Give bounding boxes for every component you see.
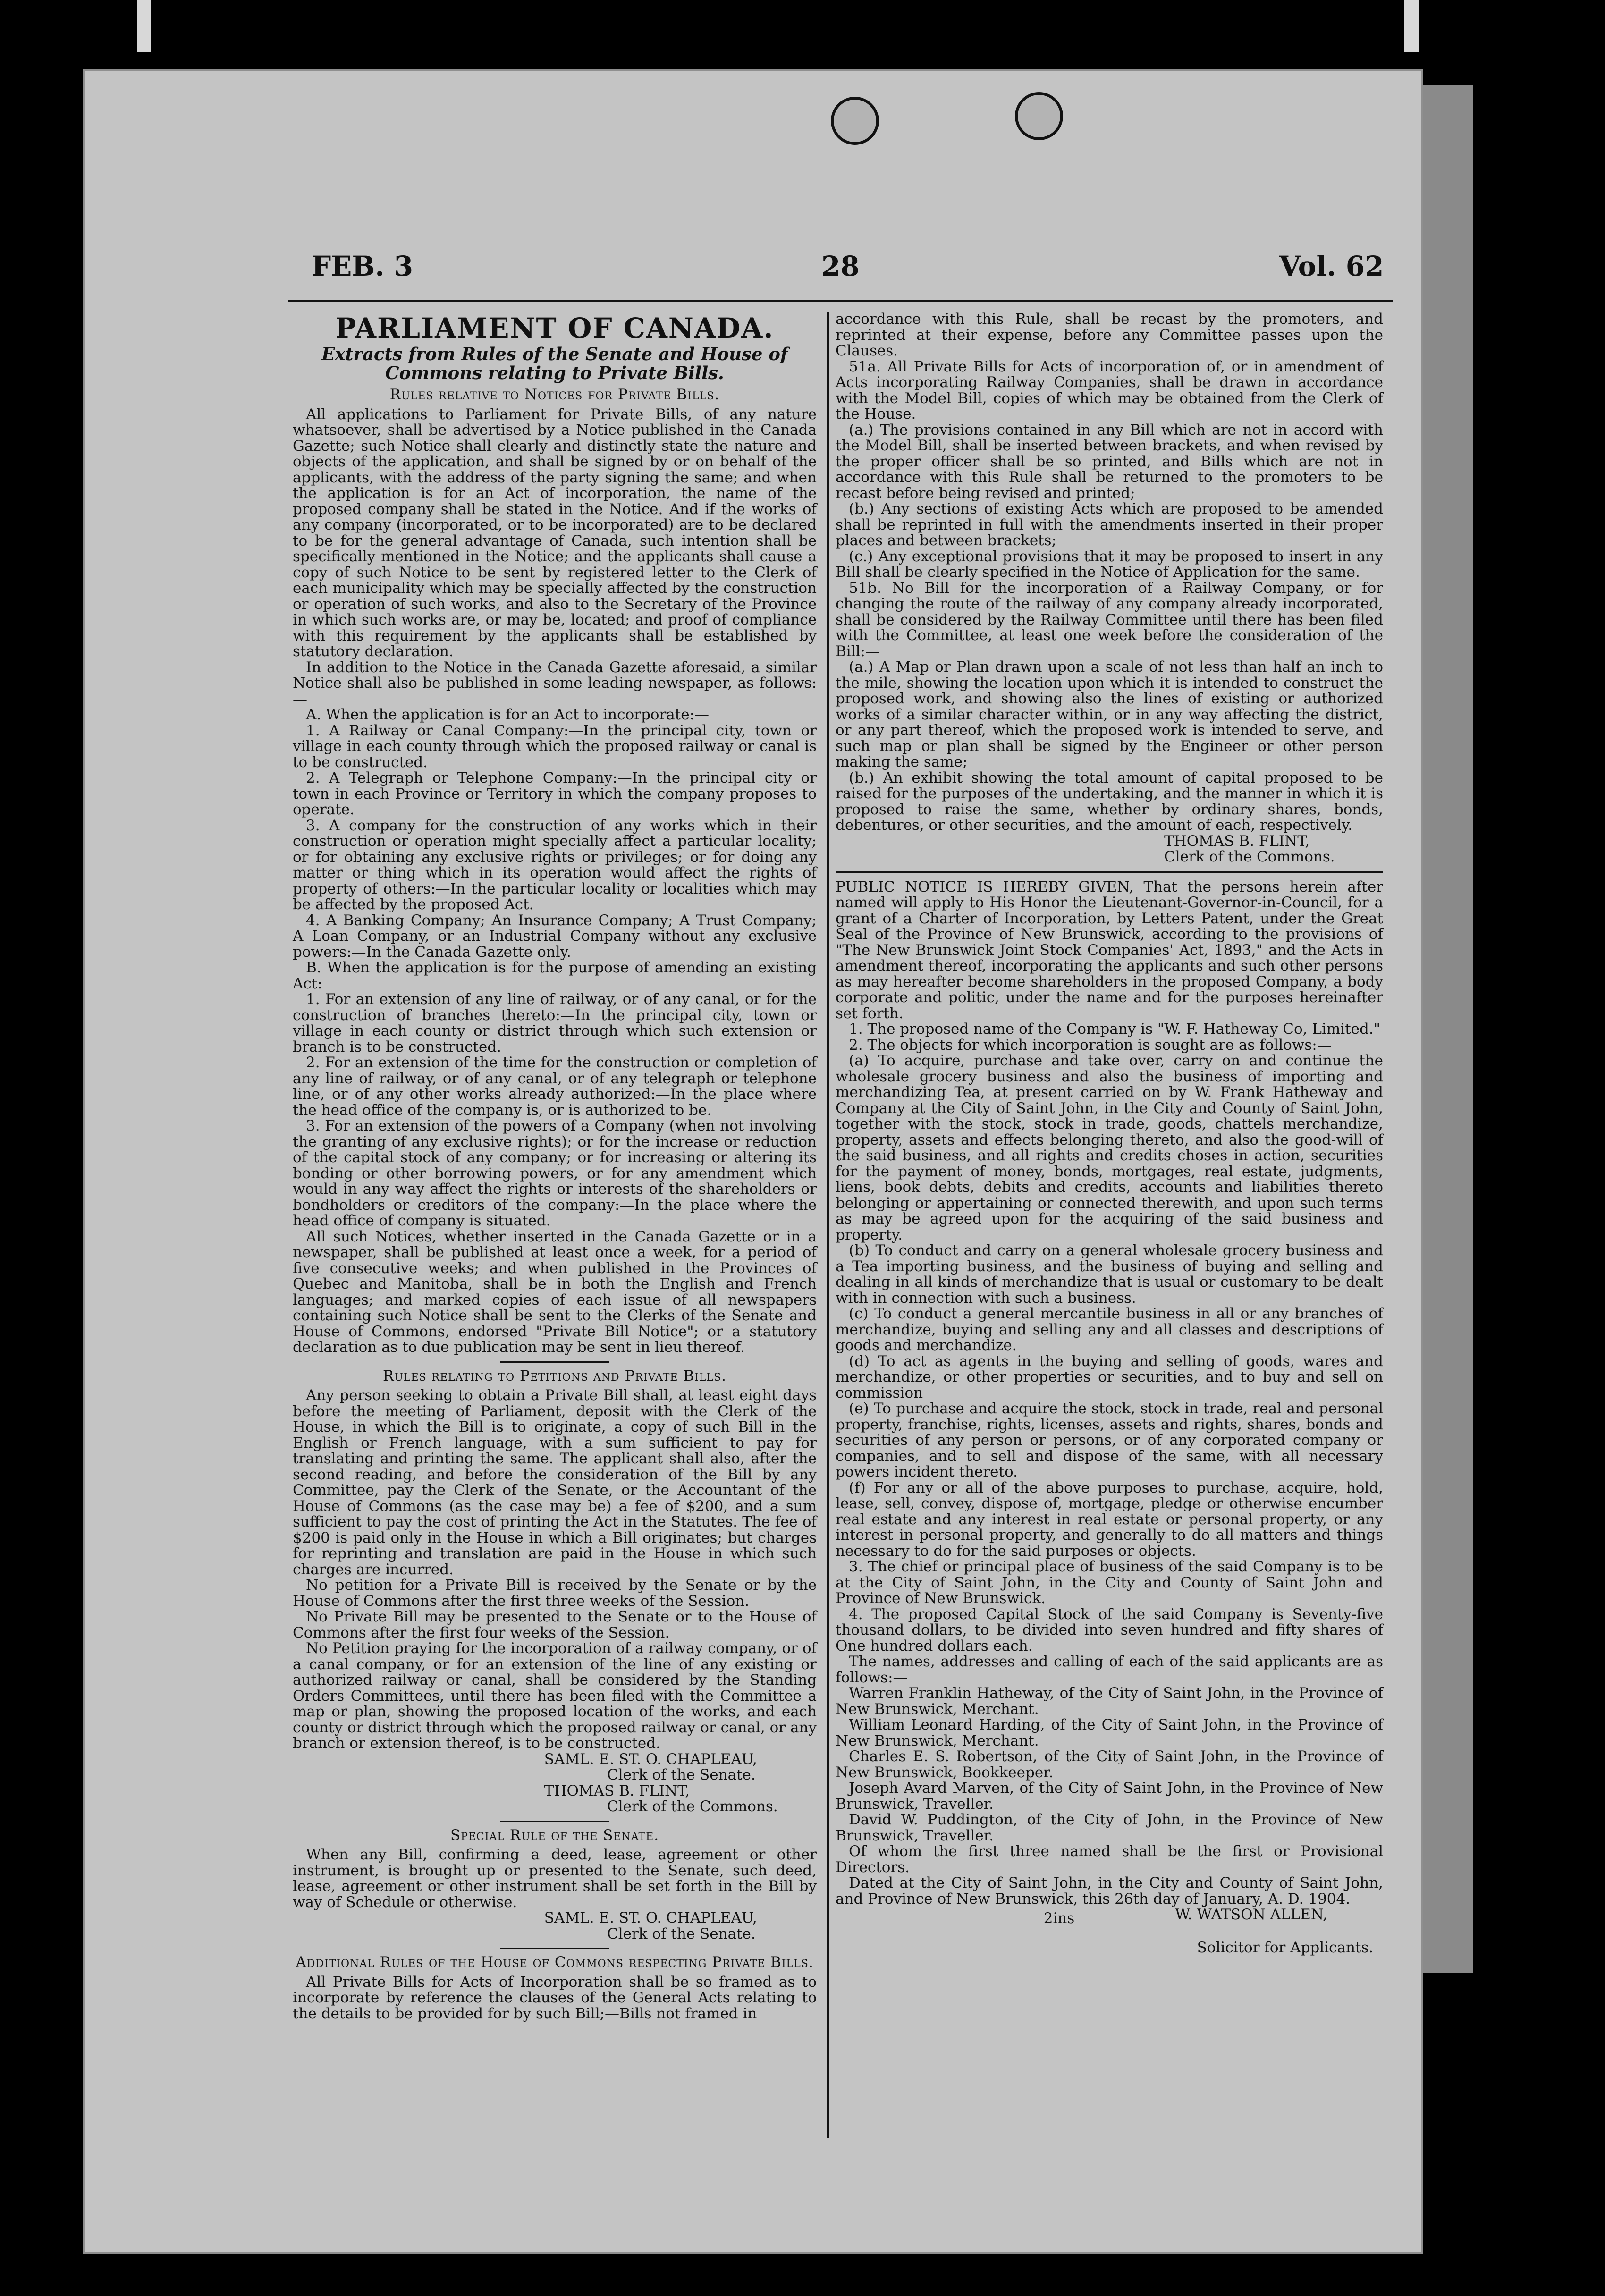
- index-tab: [1404, 0, 1419, 52]
- paragraph: In addition to the Notice in the Canada Gazette aforesaid, a similar Notice shall also be published in some leading newspaper, as follows:—: [293, 658, 817, 708]
- header-rule: [288, 300, 1393, 302]
- signature-name: THOMAS B. FLINT,: [544, 1782, 690, 1799]
- left-column: [293, 312, 817, 2022]
- page-header: [227, 250, 1393, 288]
- divider: [500, 1821, 609, 1822]
- paragraph: (b.) Any sections of existing Acts which are proposed to be amended shall be reprinted in full with the amendments inserted in their proper places and between brackets;: [836, 500, 1383, 549]
- paragraph: 2. For an extension of the time for the construction or completion of any line of railway, or of any canal, or of any telegraph or telephone line, or of any other works already authorized:—In the place where the head office of the company is, or is authorized to be.: [293, 1054, 817, 1119]
- paragraph: 1. The proposed name of the Company is "W. F. Hatheway Co, Limited.": [849, 1021, 1380, 1038]
- paragraph: No Private Bill may be presented to the Senate or to the House of Commons after the first four weeks of the Session.: [293, 1608, 817, 1641]
- paragraph: 4. The proposed Capital Stock of the said Company is Seventy-five thousand dollars, to be divided into seven hundred and fifty shares of One hundred dollars each.: [836, 1605, 1383, 1654]
- signature-name: SAML. E. ST. O. CHAPLEAU,: [544, 1909, 757, 1926]
- signature-title: Clerk of the Commons.: [1164, 848, 1335, 865]
- paragraph: (f) For any or all of the above purposes to purchase, acquire, hold, lease, sell, convey, dispose of, mortgage, pledge or otherwise encumber real estate and any interest in real estate or personal property, or any interest in personal property, and generally to do all matters and things necessary to do for the said purposes or objects.: [836, 1479, 1383, 1560]
- paragraph: 51a. All Private Bills for Acts of incorporation of, or in amendment of Acts incorporating Railway Companies, shall be drawn in accordance with the Model Bill, copies of which may be obtained from the Clerk of the House.: [836, 358, 1383, 422]
- divider: [500, 1948, 609, 1949]
- paragraph: The names, addresses and calling of each of the said applicants are as follows:—: [836, 1653, 1383, 1686]
- paragraph: 2. The objects for which incorporation is sought are as follows:—: [849, 1036, 1332, 1054]
- section-heading: Rules relating to Petitions and Private Bills.: [383, 1367, 726, 1384]
- section-heading: Additional Rules of the House of Commons respecting Private Bills.: [296, 1954, 814, 1971]
- paragraph: (b.) An exhibit showing the total amount of capital proposed to be raised for the purposes of the undertaking, and the manner in which it is proposed to raise the same, whether by ordinary shares, bonds, debentures, or other securities, and the amount of each, respectively.: [836, 769, 1383, 834]
- paragraph: A. When the application is for an Act to incorporate:—: [306, 706, 710, 723]
- paragraph: All applications to Parliament for Private Bills, of any nature whatsoever, shall be advertised by a Notice published in the Canada Gazette; such Notice shall clearly and distinctly state the nature and objects of the application, and shall be signed by or on behalf of the applicants, with the address of the party signing the same; and when the application is for an Act of incorporation, the name of the proposed company shall be stated in the Notice. And if the works of any company (incorporated, or to be incorporated) are to be declared to be for the general advantage of Canada, such intention shall be specifically mentioned in the Notice; and the applicants shall cause a copy of such Notice to be sent by registered letter to the Clerk of each municipality which may be specially affected by the construction or operation of such works, and also to the Secretary of the Province in which such works are, or may be, located; and proof of compliance with this requirement by the applicants shall be established by statutory declaration.: [293, 405, 817, 660]
- paragraph: David W. Puddington, of the City of John, in the Province of New Brunswick, Traveller.: [836, 1811, 1383, 1844]
- paragraph: accordance with this Rule, shall be recast by the promoters, and reprinted at their expense, before any Committee passes upon the Clauses.: [836, 311, 1383, 359]
- paragraph: (a.) The provisions contained in any Bill which are not in accord with the Model Bill, shall be inserted between brackets, and when revised by the proper officer shall be so printed, and Bills which are not in accordance with this Rule shall be returned to the promoters to be recast before being revised and printed;: [836, 421, 1383, 502]
- paragraph: No petition for a Private Bill is received by the Senate or by the House of Commons after the first three weeks of the Session.: [293, 1577, 817, 1610]
- column-rule: [827, 312, 829, 2138]
- binding-hole: [1015, 92, 1063, 140]
- notice-footer: [836, 1907, 1383, 1940]
- right-column: [836, 312, 1383, 1956]
- article-title: PARLIAMENT OF CANADA.: [335, 312, 774, 344]
- article-subtitle: Extracts from Rules of the Senate and House of Commons relating to Private Bills.: [321, 344, 788, 383]
- binding-hole: [831, 97, 879, 145]
- signature-title: Clerk of the Senate.: [607, 1766, 756, 1783]
- page-edge: [1421, 85, 1473, 1973]
- signature-title: Clerk of the Commons.: [607, 1798, 778, 1815]
- paragraph: 1. For an extension of any line of railway, or of any canal, or for the construction of branches thereto:—In the principal city, town or village in each county or district through which such extension or branch is to be constructed.: [293, 991, 817, 1055]
- paragraph: 3. A company for the construction of any works which in their construction or operation might specially affect a particular locality; or for obtaining any exclusive rights or privileges; or for doing any matter or thing which in its operation would affect the rights of property of others:—In the particular locality or localities which may be affected by the proposed Act.: [293, 817, 817, 913]
- divider: [836, 871, 1383, 873]
- paragraph: 1. A Railway or Canal Company:—In the principal city, town or village in each county through which the proposed railway or canal is to be constructed.: [293, 722, 817, 771]
- paragraph: (d) To act as agents in the buying and selling of goods, wares and merchandize, or other properties or securities, and to buy and sell on commission: [836, 1352, 1383, 1401]
- insertion-count: 2ins: [1043, 1910, 1075, 1927]
- signature-name: THOMAS B. FLINT,: [1164, 832, 1310, 850]
- paragraph: Of whom the first three named shall be the first or Provisional Directors.: [836, 1843, 1383, 1876]
- paragraph: 4. A Banking Company; An Insurance Company; A Trust Company; A Loan Company, or an Industrial Company without any exclusive powers:—In the Canada Gazette only.: [293, 912, 817, 961]
- paragraph: (b) To conduct and carry on a general wholesale grocery business and a Tea importing business, and the business of buying and selling and dealing in all kinds of merchandize that is usual or customary to be dealt with in connection with such a business.: [836, 1242, 1383, 1307]
- paragraph: Dated at the City of Saint John, in the City and County of Saint John, and Province of New Brunswick, this 26th day of January, A. D. 1904.: [836, 1874, 1383, 1908]
- paragraph: Any person seeking to obtain a Private Bill shall, at least eight days before the meeting of Parliament, deposit with the Clerk of the House, in which the Bill is to originate, a copy of such Bill in the English or French language, with a sum sufficient to pay for translating and printing the same. The applicant shall also, after the second reading, and before the consideration of the Bill by any Committee, pay the Clerk of the Senate, or the Accountant of the House of Commons (as the case may be) a fee of $200, and a sum sufficient to pay the cost of printing the Act in the Statutes. The fee of $200 is paid only in the House in which a Bill originates; but charges for reprinting and translation are paid in the House in which such charges are incurred.: [293, 1387, 817, 1578]
- page-number: 28: [821, 250, 860, 282]
- paragraph: (e) To purchase and acquire the stock, stock in trade, real and personal property, franchise, rights, licenses, assets and rights, shares, bonds and securities of any person or persons, or of any corporated company or companies, and to sell and dispose of the same, with all necessary powers incident thereto.: [836, 1400, 1383, 1480]
- paragraph: PUBLIC NOTICE IS HEREBY GIVEN, That the persons herein after named will apply to His Honor the Lieutenant-Governor-in-Council, for a grant of a Charter of Incorporation, by Letters Patent, under the Great Seal of the Province of New Brunswick, according to the provisions of "The New Brunswick Joint Stock Companies' Act, 1893," and the Acts in amendment thereof, incorporating the applicants and such other persons as may hereafter become shareholders in the proposed Company, a body corporate and politic, under the name and for the purposes hereinafter set forth.: [836, 878, 1383, 1022]
- paragraph: (c) To conduct a general mercantile business in all or any branches of merchandize, buying and selling any and all classes and descriptions of goods and merchandize.: [836, 1305, 1383, 1354]
- divider: [500, 1361, 609, 1363]
- signature-name: SAML. E. ST. O. CHAPLEAU,: [544, 1750, 757, 1768]
- volume-number: Vol. 62: [1279, 250, 1384, 282]
- paragraph: When any Bill, confirming a deed, lease, agreement or other instrument, is brought up or presented to the Senate, such deed, lease, agreement or other instrument shall be set forth in the Bill by way of Schedule or otherwise.: [293, 1846, 817, 1911]
- paragraph: 2. A Telegraph or Telephone Company:—In the principal city or town in each Province or Territory in which the company proposes to operate.: [293, 769, 817, 818]
- solicitor-title: Solicitor for Applicants.: [1197, 1939, 1374, 1956]
- paragraph: Warren Franklin Hatheway, of the City of Saint John, in the Province of New Brunswick, Merchant.: [836, 1685, 1383, 1718]
- paragraph: All such Notices, whether inserted in the Canada Gazette or in a newspaper, shall be published at least once a week, for a period of five consecutive weeks; and when published in the Provinces of Quebec and Manitoba, shall be in both the English and French languages; and marked copies of each issue of all newspapers containing such Notice shall be sent to the Clerks of the Senate and House of Commons, endorsed "Private Bill Notice"; or a statutory declaration as to due publication may be sent in lieu thereof.: [293, 1228, 817, 1356]
- paragraph: Joseph Avard Marven, of the City of Saint John, in the Province of New Brunswick, Traveller.: [836, 1780, 1383, 1813]
- paragraph: B. When the application is for the purpose of amending an existing Act:: [293, 959, 817, 992]
- paragraph: (c.) Any exceptional provisions that it may be proposed to insert in any Bill shall be clearly specified in the Notice of Application for the same.: [836, 548, 1383, 581]
- paragraph: 3. The chief or principal place of business of the said Company is to be at the City of Saint John, in the City and County of Saint John and Province of New Brunswick.: [836, 1558, 1383, 1607]
- solicitor-name: W. WATSON ALLEN,: [1175, 1906, 1327, 1923]
- paragraph: 3. For an extension of the powers of a Company (when not involving the granting of any exclusive rights); or for the increase or reduction of the capital stock of any company; or for increasing or altering its bonding or other borrowing powers, or for any amendment which would in any way affect the rights or interests of the shareholders or bondholders or creditors of the company:—In the place where the head office of company is situated.: [293, 1117, 817, 1229]
- paragraph: (a) To acquire, purchase and take over, carry on and continue the wholesale grocery business and also the business of importing and merchandizing Tea, at present carried on by W. Frank Hatheway and Company at the City of Saint John, in the City and County of Saint John, together with the stock, stock in trade, goods, chattels merchandize, property, assets and effects belonging thereto, and also the good-will of the said business, and all rights and credits choses in action, securities for the payment of money, bonds, mortgages, real estate, judgments, liens, book debts, debits and credits, accounts and liabilities thereto belonging or appertaining or connected therewith, and upon such terms as may be agreed upon for the acquiring of the said business and property.: [836, 1052, 1383, 1243]
- index-tab: [137, 0, 151, 52]
- paragraph: (a.) A Map or Plan drawn upon a scale of not less than half an inch to the mile, showing the location upon which it is intended to construct the proposed work, and showing also the lines of existing or authorized works of a similar character within, or in any way affecting the district, or any part thereof, which the proposed work is intended to serve, and such map or plan shall be signed by the Engineer or other person making the same;: [836, 658, 1383, 770]
- paragraph: William Leonard Harding, of the City of Saint John, in the Province of New Brunswick, Merchant.: [836, 1716, 1383, 1749]
- section-heading: Special Rule of the Senate.: [450, 1826, 659, 1844]
- paragraph: No Petition praying for the incorporation of a railway company, or of a canal company, or for an extension of the line of any existing or authorized railway or canal, shall be considered by the Standing Orders Committees, until there has been filed with the Committee a map or plan, showing the proposed location of the works, and each county or district through which the proposed railway or canal, or any branch or extension thereof, is to be constructed.: [293, 1640, 817, 1752]
- section-heading: Rules relative to Notices for Private Bills.: [389, 386, 720, 403]
- paragraph: 51b. No Bill for the incorporation of a Railway Company, or for changing the route of the railway of any company already incorporated, shall be considered by the Railway Committee until there has been filed with the Committee, at least one week before the consideration of the Bill:—: [836, 579, 1383, 660]
- issue-date: FEB. 3: [312, 250, 414, 282]
- paragraph: All Private Bills for Acts of Incorporation shall be so framed as to incorporate by reference the clauses of the General Acts relating to the details to be provided for by such Bill;—Bills not framed in: [293, 1973, 817, 2022]
- paragraph: Charles E. S. Robertson, of the City of Saint John, in the Province of New Brunswick, Bookkeeper.: [836, 1748, 1383, 1781]
- signature-title: Clerk of the Senate.: [607, 1925, 756, 1942]
